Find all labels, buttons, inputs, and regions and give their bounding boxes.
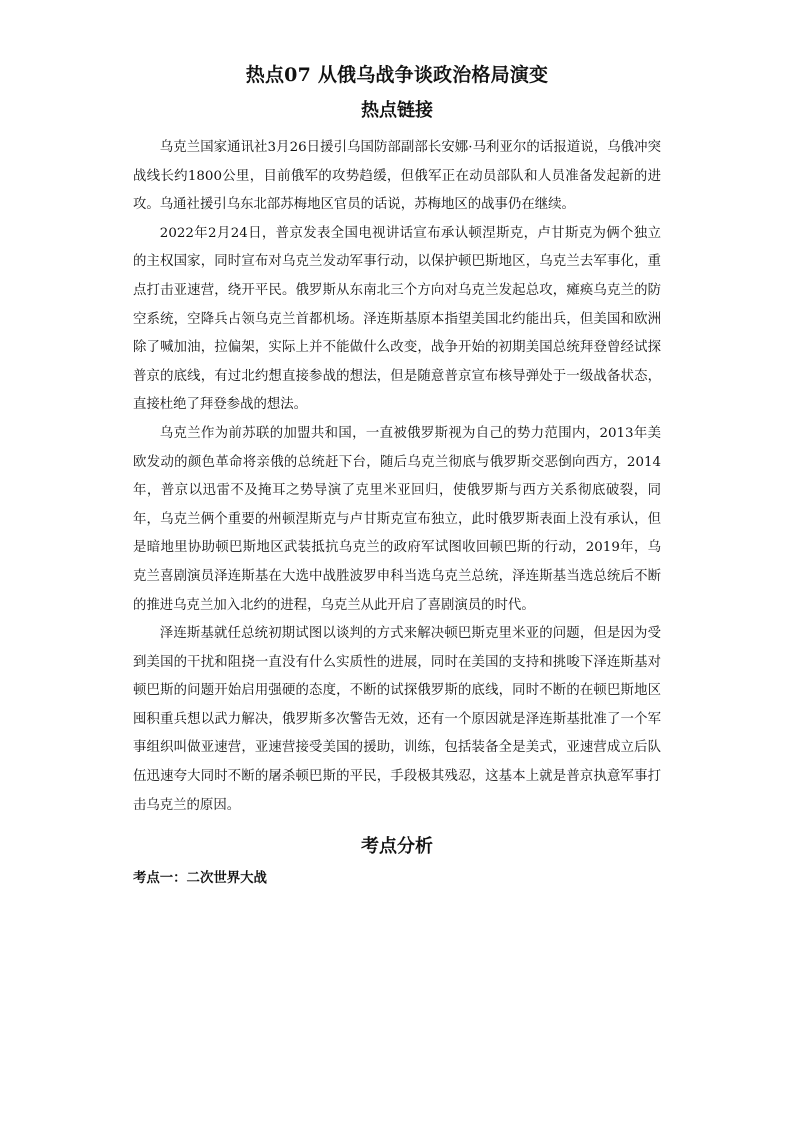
document-title: 热点07 从俄乌战争谈政治格局演变 bbox=[245, 64, 549, 86]
paragraph: 2022年2月24日，普京发表全国电视讲话宣布承认顿涅斯克，卢甘斯克为俩个独立的主权国家，同时宣布对乌克兰发动军事行动，以保护顿巴斯地区，乌克兰去军事化，重点打击亚速营，绕开平民。俄罗斯从东南北三个方向对乌克兰发起总攻，瘫痪乌克兰的防空系统，空降兵占领乌克兰首都机场。泽连斯基原本指望美国北约能出兵，但美国和欧洲除了喊加油，拉偏架，实际上并不能做什么改变，战争开始的初期美国总统拜登曾经试探普京的底线，有过北约想直接参战的想法，但是随意普京宣布核导弹处于一级战备状态，直接杜绝了拜登参战的想法。 bbox=[133, 225, 661, 413]
section-title-analysis: 考点分析 bbox=[361, 836, 433, 858]
paragraph: 乌克兰作为前苏联的加盟共和国，一直被俄罗斯视为自己的势力范围内，2013年美欧发动的颜色革命将亲俄的总统赶下台，随后乌克兰彻底与俄罗斯交恶倒向西方，2014年，普京以迅雷不及掩耳之势导演了克里米亚回归，使俄罗斯与西方关系彻底破裂，同年，乌克兰俩个重要的州顿涅斯克与卢甘斯克宣布独立，此时俄罗斯表面上没有承认，但是暗地里协助顿巴斯地区武装抵抗乌克兰的政府军试图收回顿巴斯的行动，2019年，乌克兰喜剧演员泽连斯基在大选中战胜波罗申科当选乌克兰总统，泽连斯基当选总统后不断的推进乌克兰加入北约的进程，乌克兰从此开启了喜剧演员的时代。 bbox=[133, 425, 661, 613]
section-title-hot-link: 热点链接 bbox=[361, 100, 433, 121]
exam-point-one: 考点一：二次世界大战 bbox=[133, 871, 267, 887]
paragraph: 乌克兰国家通讯社3月26日援引乌国防部副部长安娜·马利亚尔的话报道说，乌俄冲突战线长约1800公里，目前俄军的攻势趋缓，但俄军正在动员部队和人员准备发起新的进攻。乌通社援引乌东北部苏梅地区官员的话说，苏梅地区的战事仍在继续。 bbox=[133, 140, 661, 213]
paragraph: 泽连斯基就任总统初期试图以谈判的方式来解决顿巴斯克里米亚的问题，但是因为受到美国的干扰和阻挠一直没有什么实质性的进展，同时在美国的支持和挑唆下泽连斯基对顿巴斯的问题开始启用强硬的态度，不断的试探俄罗斯的底线，同时不断的在顿巴斯地区囤积重兵想以武力解决，俄罗斯多次警告无效，还有一个原因就是泽连斯基批准了一个军事组织叫做亚速营，亚速营接受美国的援助，训练，包括装备全是美式，亚速营成立后队伍迅速夸大同时不断的屠杀顿巴斯的平民，手段极其残忍，这基本上就是普京执意军事打击乌克兰的原因。 bbox=[133, 626, 661, 813]
